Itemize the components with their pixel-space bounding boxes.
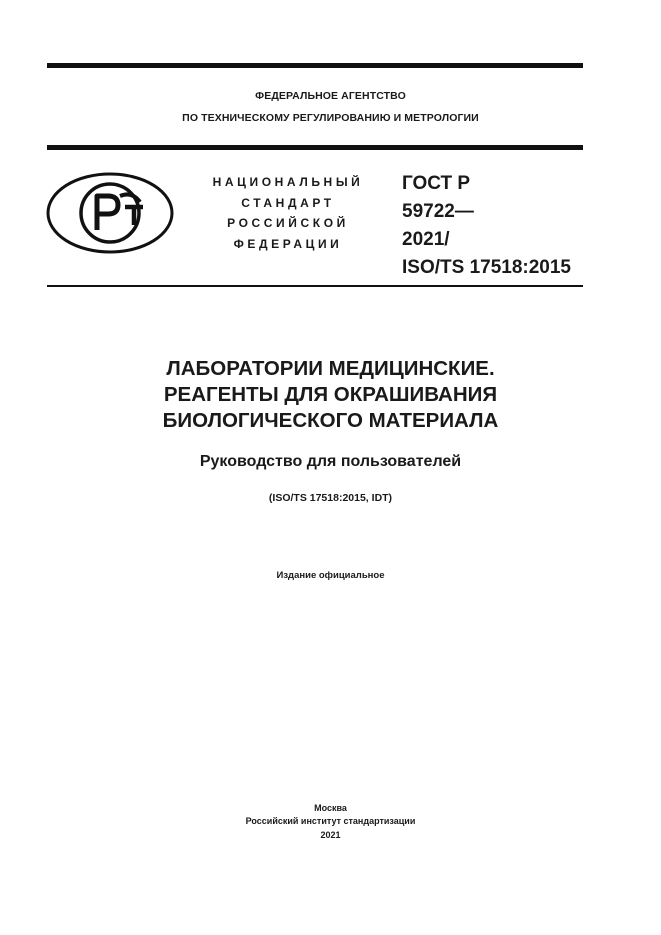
national-standard-line: НАЦИОНАЛЬНЫЙ xyxy=(212,175,364,189)
header-rule xyxy=(47,145,583,150)
agency-line-2: ПО ТЕХНИЧЕСКОМУ РЕГУЛИРОВАНИЮ И МЕТРОЛОГИИ xyxy=(182,112,479,124)
national-standard-block xyxy=(198,172,378,254)
designation-line: ГОСТ Р xyxy=(402,173,471,194)
standard-designation xyxy=(402,170,571,282)
publication-year: 2021 xyxy=(320,830,341,840)
publisher-city: Москва xyxy=(314,803,347,813)
gost-rst-emblem-icon xyxy=(46,172,174,254)
agency-line-1: ФЕДЕРАЛЬНОЕ АГЕНТСТВО xyxy=(255,90,406,102)
designation-line: 2021/ xyxy=(402,229,450,250)
header-bottom-rule xyxy=(47,285,583,287)
top-rule xyxy=(47,63,583,68)
national-standard-line: СТАНДАРТ xyxy=(241,195,335,210)
title-line: РЕАГЕНТЫ ДЛЯ ОКРАШИВАНИЯ xyxy=(163,383,498,406)
document-title xyxy=(0,356,661,434)
national-standard-line: РОССИЙСКОЙ xyxy=(227,216,349,230)
designation-line: ISO/TS 17518:2015 xyxy=(402,257,571,278)
title-line: БИОЛОГИЧЕСКОГО МАТЕРИАЛА xyxy=(162,409,499,432)
iso-reference: (ISO/TS 17518:2015, IDT) xyxy=(268,492,393,504)
document-subtitle: Руководство для пользователей xyxy=(199,453,462,470)
publisher-institute: Российский институт стандартизации xyxy=(245,816,416,826)
designation-line: 59722— xyxy=(402,201,474,222)
edition-label: Издание официальное xyxy=(276,570,385,581)
title-line: ЛАБОРАТОРИИ МЕДИЦИНСКИЕ. xyxy=(166,357,495,380)
national-standard-line: ФЕДЕРАЦИИ xyxy=(233,236,343,251)
